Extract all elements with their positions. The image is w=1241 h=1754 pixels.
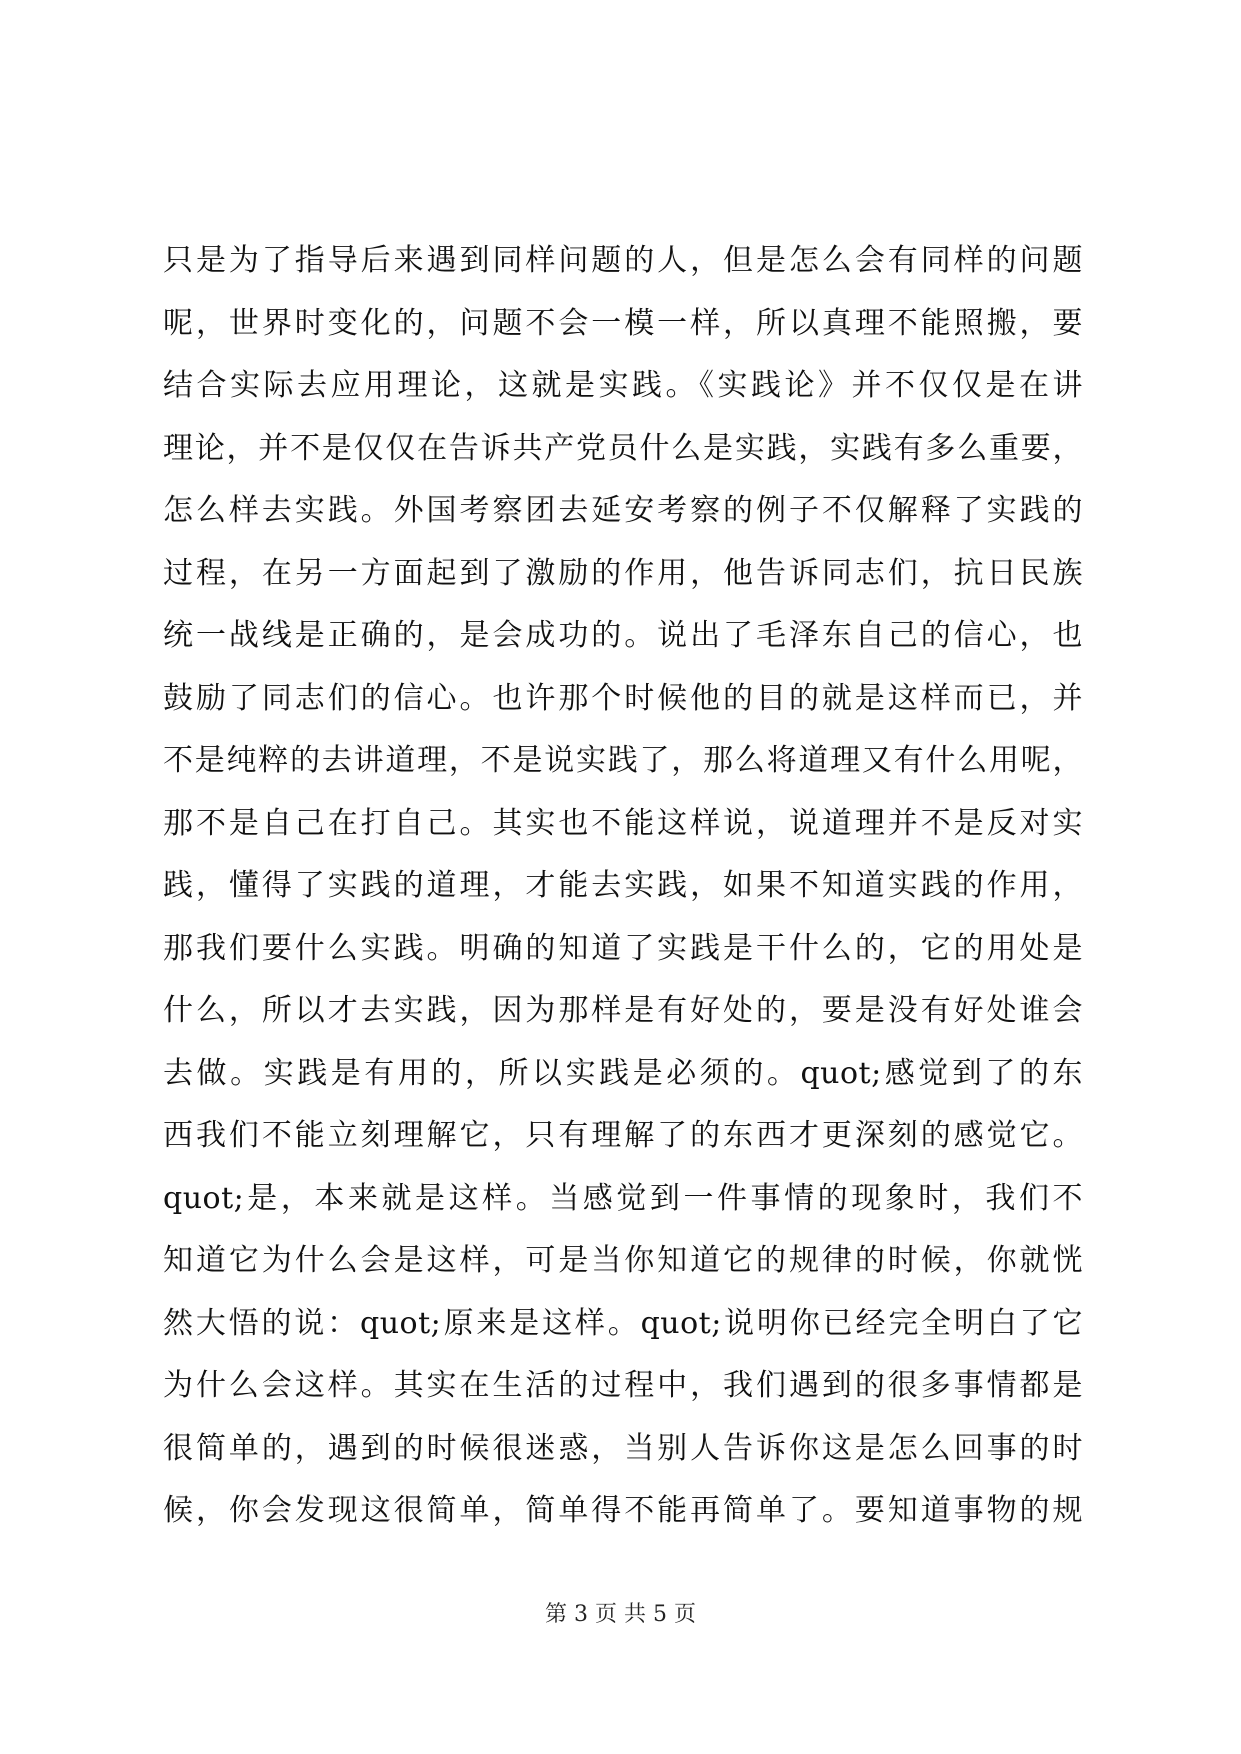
page-number-footer: 第 3 页 共 5 页: [545, 1602, 696, 1627]
text-line: 结合实际去应用理论，这就是实践。《实践论》并不仅仅是在讲: [163, 368, 1083, 403]
text-line: 知道它为什么会是这样，可是当你知道它的规律的时候，你就恍: [163, 1243, 1083, 1278]
text-line: 西我们不能立刻理解它，只有理解了的东西才更深刻的感觉它。: [163, 1118, 1083, 1153]
text-line: 然大悟的说：quot;原来是这样。quot;说明你已经完全明白了它: [163, 1305, 1083, 1341]
text-line: 践，懂得了实践的道理，才能去实践，如果不知道实践的作用，: [163, 868, 1083, 903]
text-line: 理论，并不是仅仅在告诉共产党员什么是实践，实践有多么重要，: [163, 430, 1083, 466]
text-line: 那不是自己在打自己。其实也不能这样说，说道理并不是反对实: [163, 805, 1083, 841]
text-line: 只是为了指导后来遇到同样问题的人，但是怎么会有同样的问题: [163, 243, 1083, 278]
text-line: 候，你会发现这很简单，简单得不能再简单了。要知道事物的规: [163, 1493, 1083, 1528]
text-line: 统一战线是正确的，是会成功的。说出了毛泽东自己的信心，也: [163, 618, 1083, 653]
text-line: 为什么会这样。其实在生活的过程中，我们遇到的很多事情都是: [163, 1368, 1083, 1403]
text-line: 那我们要什么实践。明确的知道了实践是干什么的，它的用处是: [163, 930, 1083, 966]
text-line: 很简单的，遇到的时候很迷惑，当别人告诉你这是怎么回事的时: [163, 1430, 1083, 1466]
text-line: 不是纯粹的去讲道理，不是说实践了，那么将道理又有什么用呢，: [163, 743, 1083, 778]
text-line: 什么，所以才去实践，因为那样是有好处的，要是没有好处谁会: [163, 993, 1083, 1028]
text-line: 去做。实践是有用的，所以实践是必须的。quot;感觉到了的东: [163, 1055, 1083, 1091]
text-line: 过程，在另一方面起到了激励的作用，他告诉同志们，抗日民族: [163, 555, 1083, 591]
text-line: 怎么样去实践。外国考察团去延安考察的例子不仅解释了实践的: [163, 493, 1083, 528]
text-line: quot;是，本来就是这样。当感觉到一件事情的现象时，我们不: [163, 1180, 1083, 1216]
text-line: 呢，世界时变化的，问题不会一模一样，所以真理不能照搬，要: [163, 305, 1083, 341]
body-text: [163, 230, 1083, 1543]
text-line: 鼓励了同志们的信心。也许那个时候他的目的就是这样而已，并: [163, 680, 1083, 716]
